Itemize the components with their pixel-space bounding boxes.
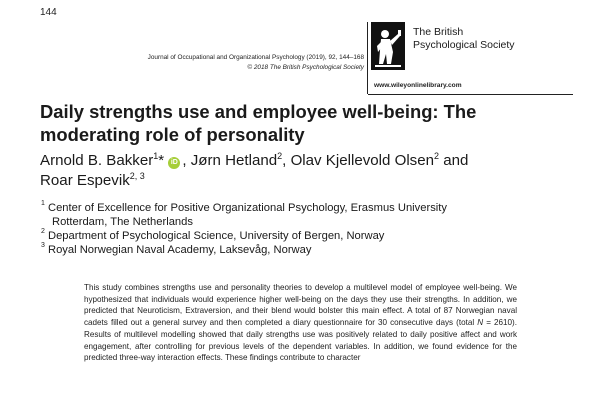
author-affiliation-number: 2 [277,150,283,161]
affiliation-text: Center of Excellence for Positive Organizational Psychology, Erasmus University [48,202,447,214]
affiliation-item [40,229,570,243]
affiliation-number: 1 [41,200,45,207]
page-number: 144 [40,7,57,18]
journal-info [148,53,364,72]
affiliation-item [40,201,570,229]
publisher-name-line1: The British [413,26,464,38]
author-name: Arnold B. Bakker [40,152,154,169]
orcid-icon[interactable]: iD [168,157,180,169]
author-name: Roar Espevik [40,172,130,189]
affiliation-text-continued: Rotterdam, The Netherlands [52,216,193,228]
publisher-url-link[interactable]: www.wileyonlinelibrary.com [374,82,462,89]
author-separator: , [182,152,191,169]
abstract-text: This study combines strengths use and personality theories to develop a multilevel model of employee well-being. We hypothesized that individuals would experience higher well-being on the days they use their strengths. In addition, we predicted that Neuroticism, Extraversion, and their blend would bolster this main effect. A total of 87 Norwegian naval cadets filled out a general survey and then completed a diary questionnaire for 30 consecutive days (total [84,283,517,328]
journal-copyright: © 2018 The British Psychological Society [247,63,364,71]
affiliation-text: Royal Norwegian Naval Academy, Laksevåg, Norway [48,244,312,256]
abstract-text-continued: = 2610). Results of multilevel modelling showed that daily strengths use was positively related to daily positive affect and work engagement, after controlling for previous levels of the dependent variables. In addition, we found evidence for the predicted three-way interaction effects. These findings contribute to character [84,318,517,363]
article-title: Daily strengths use and employee well-being: The moderating role of personality [40,101,477,145]
publisher-name-line2: Psychological Society [413,39,515,51]
author-separator: , [282,152,291,169]
bps-figure-icon [371,22,405,70]
affiliation-text: Department of Psychological Science, University of Bergen, Norway [48,230,385,242]
author-affiliation-number: 2, 3 [129,170,145,181]
author-affiliation-number: 1 [153,150,159,161]
corresponding-author-mark: * [158,152,165,169]
journal-citation: Journal of Occupational and Organizational Psychology (2019), 92, 144–168 [147,54,364,61]
affiliation-number: 3 [41,242,45,249]
author-affiliation-number: 2 [434,150,440,161]
author-list [40,151,560,191]
publisher-divider [368,94,573,95]
bps-logo-icon [371,22,405,70]
abstract-n-symbol: N [477,318,484,328]
affiliation-item [40,243,570,257]
publisher-name [413,26,515,52]
affiliation-list [40,201,570,257]
author-name: Jørn Hetland [190,152,278,169]
abstract [84,282,517,364]
author-separator: and [439,152,469,169]
publisher-block [367,22,573,94]
author-name: Olav Kjellevold Olsen [290,152,435,169]
affiliation-number: 2 [41,228,45,235]
